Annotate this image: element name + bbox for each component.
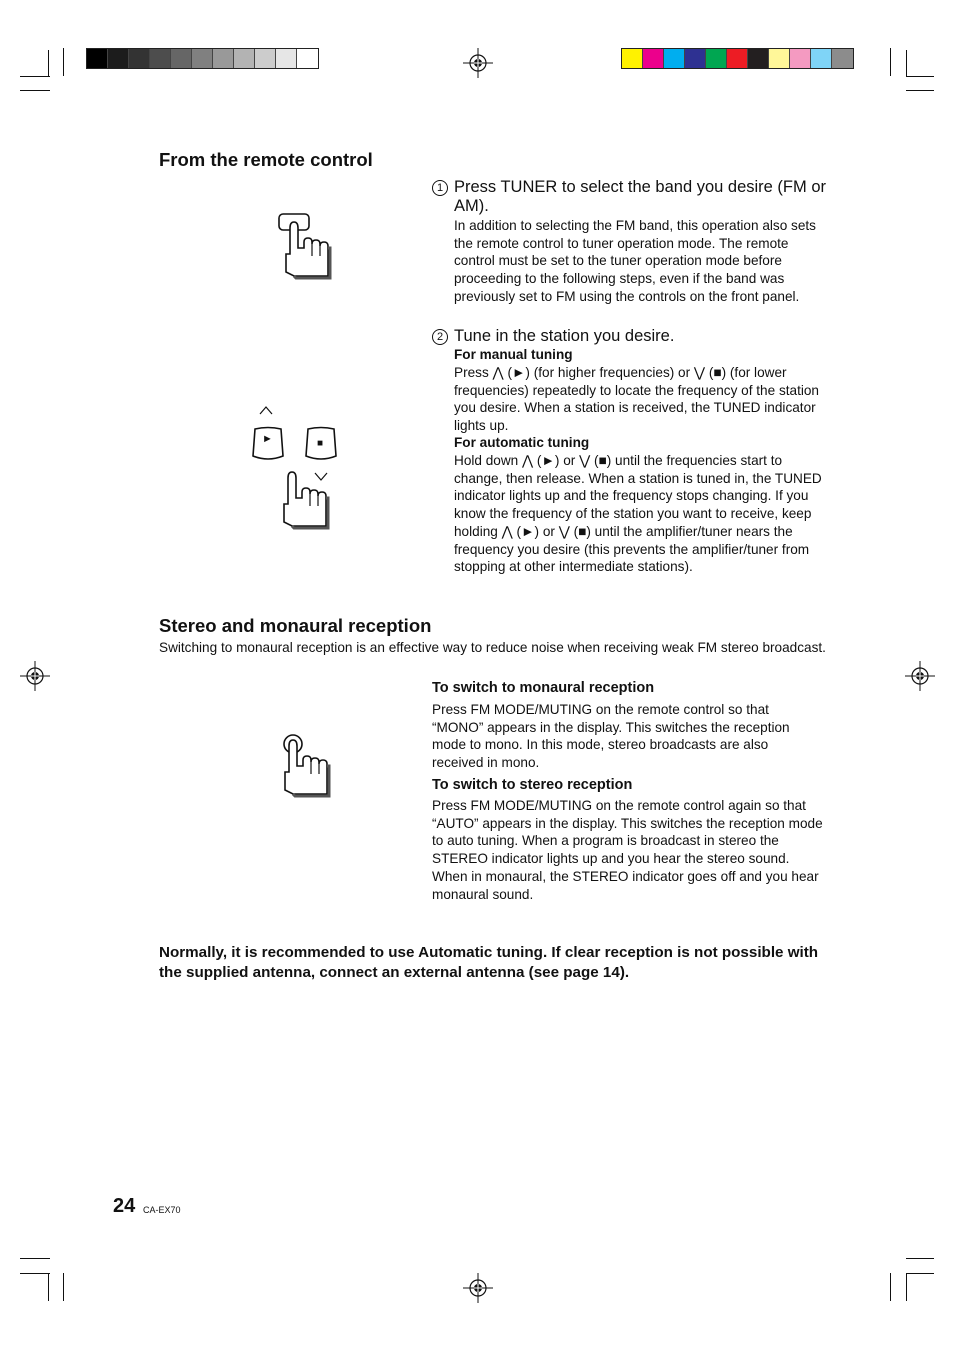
registration-target-icon	[905, 661, 935, 691]
step-1-number: 1	[432, 180, 448, 196]
crop-mark-top-right	[890, 48, 891, 76]
process-color-swatch	[727, 49, 748, 68]
process-color-swatch	[769, 49, 790, 68]
hand-press-button-icon	[270, 210, 334, 282]
stereo-heading: To switch to stereo reception	[432, 777, 633, 793]
crop-mark-top-right	[906, 76, 934, 77]
step-2-number: 2	[432, 329, 448, 345]
section-title-stereo-monaural: Stereo and monaural reception	[159, 615, 432, 636]
step-2-title-text: Tune in the station you desire.	[454, 327, 675, 345]
hand-press-button-icon	[276, 470, 332, 532]
crop-mark-bottom-left	[20, 1258, 50, 1259]
crop-mark-top-left	[20, 90, 50, 91]
automatic-tuning-heading: For automatic tuning	[454, 435, 590, 450]
grayscale-swatch	[255, 49, 276, 68]
crop-mark-bottom-right	[906, 1273, 907, 1301]
play-glyph: ►	[262, 433, 273, 445]
page-number: 24	[113, 1195, 136, 1217]
crop-mark-top-left	[63, 48, 64, 76]
step-1-title-text: Press TUNER to select the band you desire (FM or AM).	[454, 178, 827, 215]
stop-glyph: ■	[317, 438, 324, 449]
step-1-body: In addition to selecting the FM band, this operation also sets the remote control to tuner operation mode. The remote control must be set to the tuner operation mode before proceeding to the following steps, even if the band was previously set to FM using the controls on the front panel.	[454, 218, 816, 304]
registration-target-icon	[463, 48, 493, 78]
grayscale-swatch	[297, 49, 318, 68]
crop-mark-bottom-right	[906, 1273, 934, 1274]
registration-target-icon	[20, 661, 50, 691]
up-arrow-icon	[259, 405, 273, 415]
process-color-swatch	[643, 49, 664, 68]
crop-mark-top-left	[48, 50, 49, 76]
stereo-intro: Switching to monaural reception is an effective way to reduce noise when receiving weak FM stereo broadcast.	[159, 640, 826, 655]
grayscale-color-bar	[86, 48, 319, 69]
process-color-swatch	[706, 49, 727, 68]
manual-tuning-heading: For manual tuning	[454, 347, 573, 362]
grayscale-swatch	[234, 49, 255, 68]
grayscale-swatch	[129, 49, 150, 68]
crop-mark-top-left	[20, 76, 50, 77]
process-color-swatch	[622, 49, 643, 68]
crop-mark-bottom-right	[906, 1258, 934, 1259]
grayscale-swatch	[213, 49, 234, 68]
recommendation-note: Normally, it is recommended to use Automatic tuning. If clear reception is not possible with the supplied antenna, connect an external antenna (see page 14).	[159, 944, 819, 981]
grayscale-swatch	[276, 49, 297, 68]
manual-tuning-body: Press ⋀ (►) (for higher frequencies) or ⋁ (■) (for lower frequencies) repeatedly to locate the frequency of the station you desire. When a station is received, the TUNED indicator lights up.	[454, 365, 819, 434]
mono-body: Press FM MODE/MUTING on the remote control so that “MONO” appears in the display. This switches the reception mode to mono. In this mode, stereo broadcasts are also received in mono.	[432, 702, 790, 771]
grayscale-swatch	[87, 49, 108, 68]
grayscale-swatch	[108, 49, 129, 68]
model-number: CA-EX70	[143, 1205, 181, 1215]
process-color-swatch	[790, 49, 811, 68]
mono-heading: To switch to monaural reception	[432, 680, 655, 696]
crop-mark-top-right	[906, 90, 934, 91]
process-color-swatch	[811, 49, 832, 68]
crop-mark-top-right	[906, 50, 907, 76]
crop-mark-bottom-right	[890, 1273, 891, 1301]
grayscale-swatch	[192, 49, 213, 68]
grayscale-swatch	[171, 49, 192, 68]
crop-mark-bottom-left	[20, 1273, 50, 1274]
registration-target-icon	[463, 1273, 493, 1303]
automatic-tuning-body: Hold down ⋀ (►) or ⋁ (■) until the frequencies start to change, then release. When a station is tuned in, the TUNED indicator lights up and the frequency stops changing. If you know the frequency of the station you want to receive, keep holding ⋀ (►) or ⋁ (■) until the amplifier/tuner nears the frequency you desire (this prevents the amplifier/tuner from stopping at other intermediate stations).	[454, 453, 822, 575]
tuning-buttons-illustration	[248, 400, 348, 540]
process-color-swatch	[748, 49, 769, 68]
section-title-remote-control: From the remote control	[159, 149, 373, 170]
step-1-title	[432, 178, 827, 216]
process-color-swatch	[832, 49, 853, 68]
stereo-body: Press FM MODE/MUTING on the remote control again so that “AUTO” appears in the display. This switches the reception mode to auto tuning. When a program is broadcast in stereo the STEREO indicator lights up and you hear the stereo sound. When in monaural, the STEREO indicator goes off and you hear monaural sound.	[432, 798, 823, 902]
crop-mark-bottom-left	[63, 1273, 64, 1301]
process-color-bar	[621, 48, 854, 69]
hand-press-button-icon	[276, 732, 332, 806]
process-color-swatch	[664, 49, 685, 68]
crop-mark-bottom-left	[48, 1273, 49, 1301]
process-color-swatch	[685, 49, 706, 68]
step-2-title	[432, 327, 827, 346]
grayscale-swatch	[150, 49, 171, 68]
